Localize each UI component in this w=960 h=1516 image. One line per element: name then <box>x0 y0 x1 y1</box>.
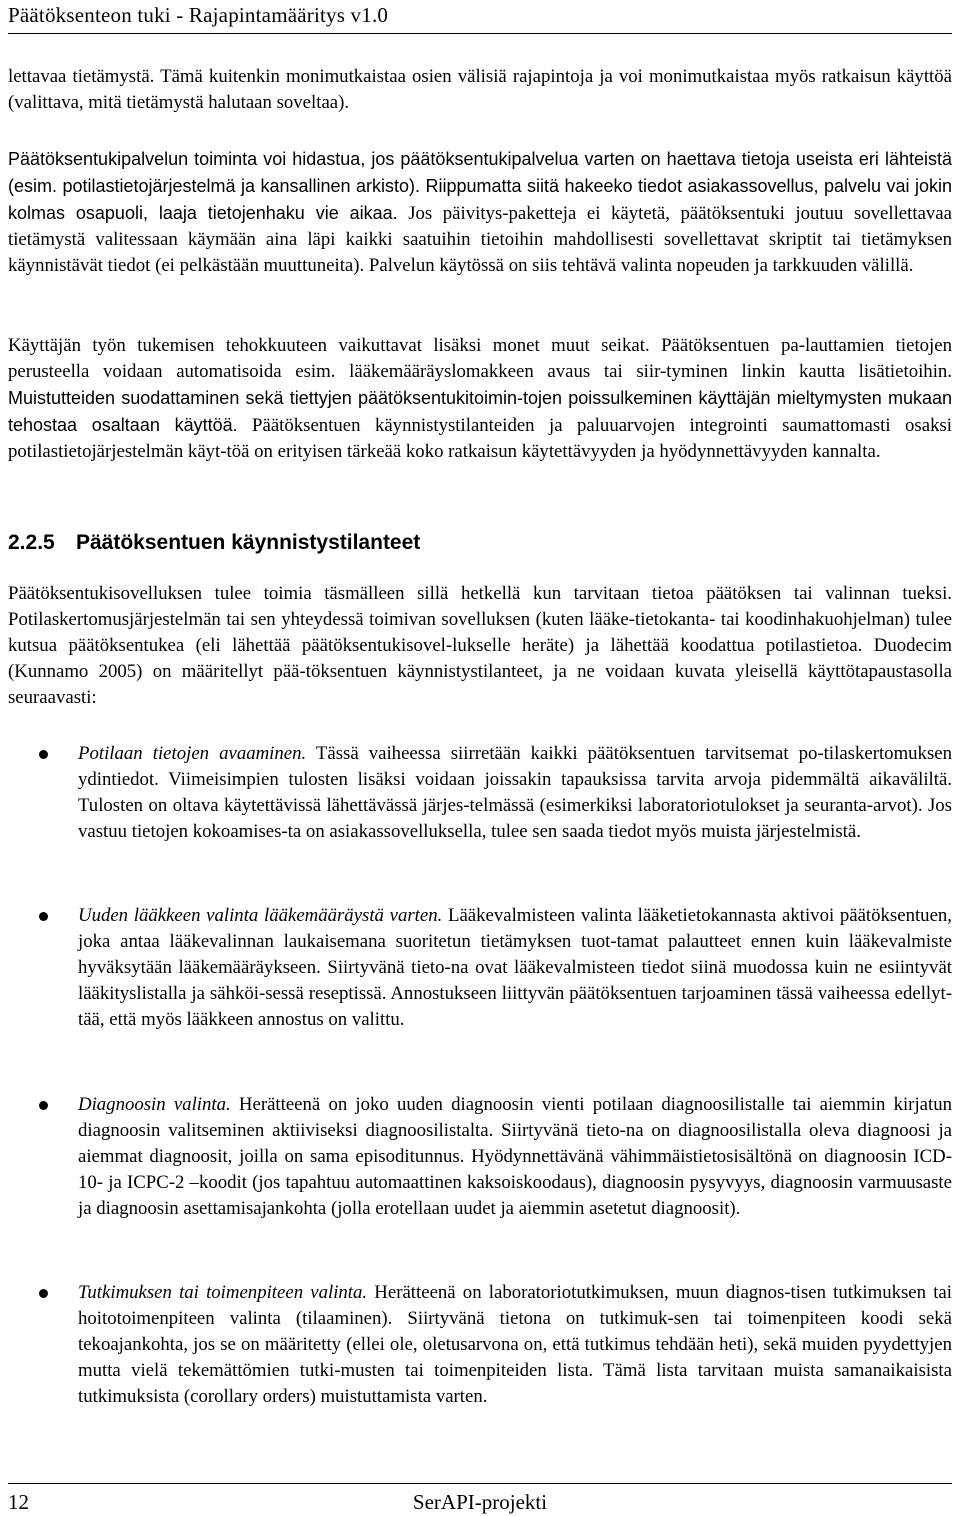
footer-divider <box>8 1483 952 1484</box>
list-item-title: Diagnoosin valinta. <box>78 1094 231 1115</box>
page-number: 12 <box>8 1490 29 1514</box>
section-number: 2.2.5 <box>8 531 55 554</box>
list-item-title: Uuden lääkkeen valinta lääkemääräystä varten. <box>78 905 443 926</box>
paragraph-intro-1: lettavaa tietämystä. Tämä kuitenkin monimutkaistaa osien välisiä rajapintoja ja voi monimutkaistaa myös ratkaisun käyttöä (valittava, mitä tietämystä halutaan soveltaa). <box>8 66 952 114</box>
bullet-icon <box>39 1101 48 1110</box>
list-item-body <box>78 1092 952 1222</box>
list-item-text: Herätteenä on laboratoriotutkimuksen, muun diagnos-tisen tutkimuksen tai hoitotoimenpiteen valinta (tilaaminen). Siirtyvänä tietona on tutkimuk-sen tai toimenpiteen koodi sekä tekoajankohta, jos se on määritetty (ellei ole, oletusarvona on, että tutkimus tehdään heti), sekä muiden pyydettyjen mutta vielä tekemättömien tutki-musten tai toimenpiteiden lista. Tämä lista tarvitaan muista samanaikaisista tutkimuksista (corollary orders) muistuttamista varten. <box>78 1282 952 1408</box>
list-item-title: Tutkimuksen tai toimenpiteen valinta. <box>78 1282 368 1303</box>
list-item-text: Tässä vaiheessa siirretään kaikki päätöksentuen tarvitsemat po-tilaskertomuksen ydintiedot. Viimeisimpien tulosten lisäksi voidaan joissakin tapauksissa tarvita arvoja pidemmältä aikaväliltä. Tulosten on oltava käytettävissä lähettävässä järjes-telmässä (esimerkiksi laboratoriotulokset ja seuranta-arvot). Jos vastuu tietojen kokoamises-ta on asiakassovelluksella, tulee sen saada tiedot myös muista järjestelmistä. <box>78 743 952 843</box>
bullet-icon <box>39 750 48 759</box>
list-item-body <box>78 1280 952 1410</box>
paragraph-intro-3-part-c: Päätöksentuen käynnistystilanteiden ja paluuarvojen integrointi saumattomasti osaksi potilastietojärjestelmän käyt-töä on erityisen tärkeää koko ratkaisun käytettävyyden ja hyödynnettävyyden kannalta. <box>8 415 952 463</box>
footer-project-name: SerAPI-projekti <box>412 1490 548 1514</box>
list-item-title: Potilaan tietojen avaaminen. <box>78 743 307 764</box>
paragraph-intro-2-part-b: Jos päivitys-paketteja ei käytetä, päätöksentuki joutuu sovellettavaa tietämystä valitessaan käymään aina läpi kaikki saatuihin tietoihin mahdollisesti sovellettavat skriptit tai tietämyksen käynnistävät tiedot (ei pelkästään muuttuneita). Palvelun käytössä on siis tehtävä valinta nopeuden ja tarkkuuden välillä. <box>8 203 952 277</box>
section-heading <box>8 530 952 556</box>
bullet-icon <box>39 1289 48 1298</box>
paragraph-section-1: Päätöksentukisovelluksen tulee toimia täsmälleen sillä hetkellä kun tarvitaan tietoa päätöksen tai valinnan tueksi. Potilaskertomusjärjestelmän tai sen yhteydessä toimivan sovelluksen (kuten lääke-tietokanta- tai koodinhakuohjelman) tulee kutsua päätöksentukea (eli lähettää päätöksentukisovel-lukselle heräte) ja lähettää koodattua potilastietoa. Duodecim (Kunnamo 2005) on määritellyt pää-töksentuen käynnistystilanteet, ja ne voidaan kuvata yleisellä käyttötapaustasolla seuraavasti: <box>8 583 952 709</box>
paragraph-intro-2-part-a: Päätöksentukipalvelun toiminta voi hidastua, jos päätöksentukipalvelua varten on haettava tietoja useista eri lähteistä (esim. potilastietojärjestelmä ja kansallinen arkisto). Riippumatta siitä hakeeko tiedot asiakassovellus, palvelu vai jokin kolmas osapuoli, laaja tietojenhaku vie aikaa. <box>8 149 952 224</box>
list-item-body <box>78 903 952 1033</box>
paragraph-intro-2 <box>8 146 952 279</box>
section-title: Päätöksentuen käynnistystilanteet <box>76 531 421 554</box>
list-item-text: Herätteenä on joko uuden diagnoosin vienti potilaan diagnoosilistalle tai aiemmin kirjatun diagnoosin valitseminen aktiiviseksi diagnoosilistalta. Siirtyvänä tieto-na on diagnoosilistalla oleva diagnoosi ja aiemmat diagnoosit, joilla on sama episoditunnus. Hyödynnettävänä vähimmäistietosisältönä on diagnoosin ICD-10- ja ICPC-2 –koodit (jos tapahtuu automaattinen kaksoiskoodaus), diagnoosin pysyvyys, diagnoosin varmuusaste ja diagnoosin asettamisajankohta (jolla erotellaan uudet ja aiemmin asetetut diagnoosit). <box>78 1094 952 1220</box>
running-header: Päätöksenteon tuki - Rajapintamääritys v1.0 <box>8 3 389 27</box>
paragraph-intro-3-part-a: Käyttäjän työn tukemisen tehokkuuteen vaikuttavat lisäksi monet muut seikat. Päätöksentuen pa-lauttamien tietojen perusteella voidaan automatisoida esim. lääkemääräyslomakkeen avaus tai siir-tyminen linkin kautta lisätietoihin. <box>8 335 952 383</box>
list-item-text: Lääkevalmisteen valinta lääketietokannasta aktivoi päätöksentuen, joka antaa lääkevalinnan laukaisemana suoritetun tietämyksen tuot-tamat palautteet ennen kuin lääkevalmiste hyväksytään lääkemääräykseen. Siirtyvänä tieto-na ovat lääkevalmisteen tiedot siinä muodossa kuin ne esiintyvät lääkityslistalla ja sähköi-sessä reseptissä. Annostukseen liittyvän päätöksentuen tarjoaminen tässä vaiheessa edellyt-tää, että myös lääkkeen annostus on valittu. <box>78 905 952 1031</box>
bullet-icon <box>39 912 48 921</box>
paragraph-intro-3 <box>8 333 952 465</box>
header-divider <box>8 33 952 34</box>
list-item-body <box>78 741 952 845</box>
paragraph-intro-3-part-b: Muistutteiden suodattaminen sekä tiettyjen päätöksentukitoimin-tojen poissulkeminen käyttäjän mieltymysten mukaan tehostaa osaltaan käyttöä. <box>8 388 952 436</box>
